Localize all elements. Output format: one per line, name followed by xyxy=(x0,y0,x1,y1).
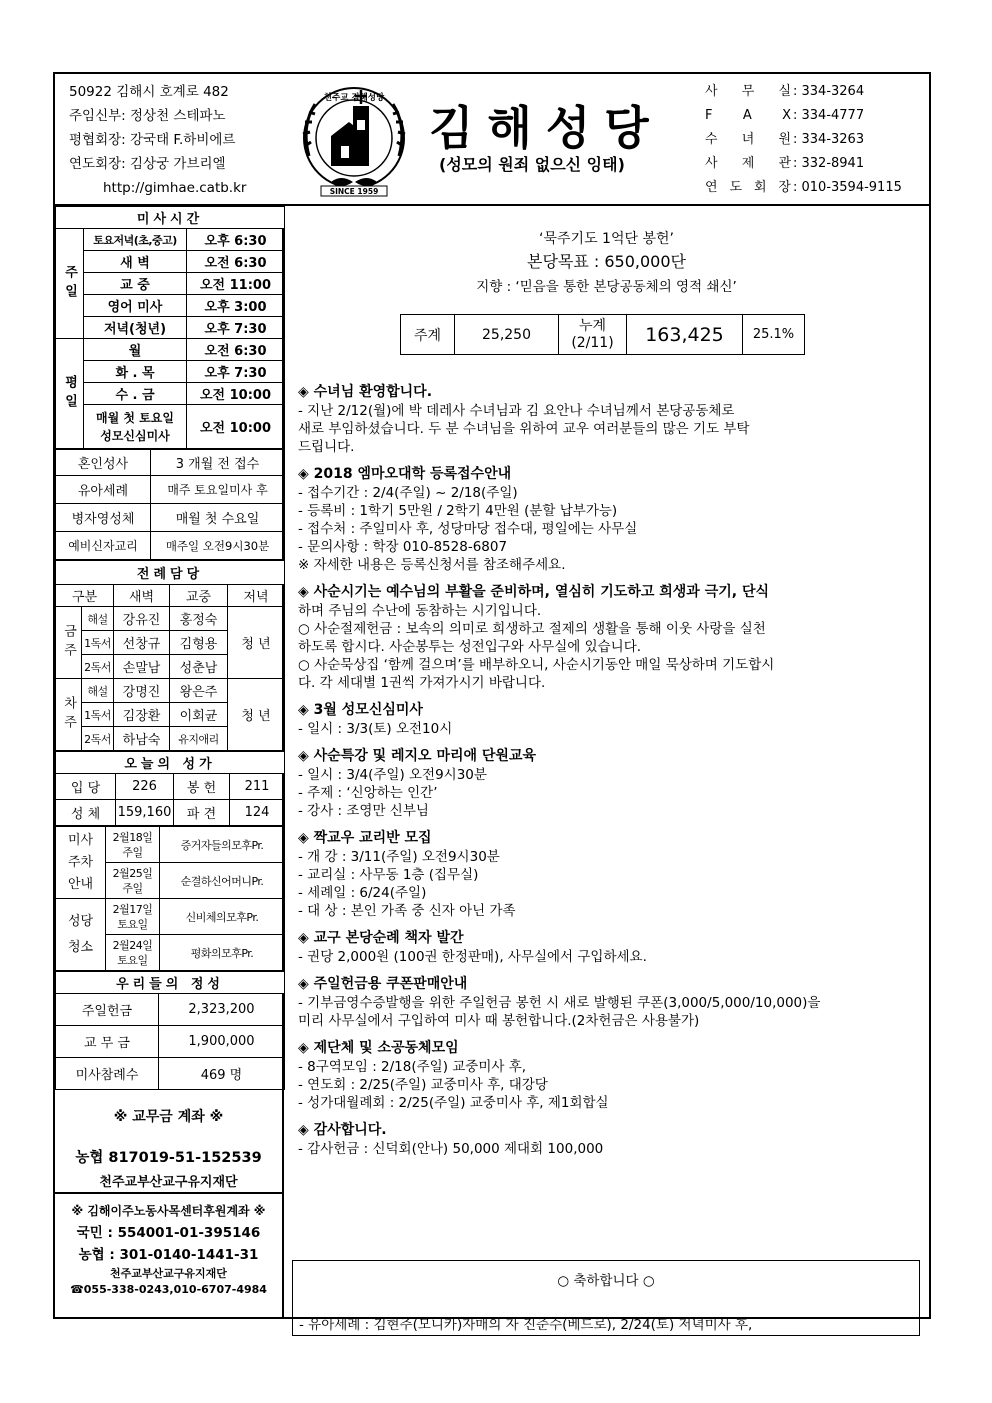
account-box xyxy=(55,1090,282,1194)
liturgy-main: 이회균 xyxy=(170,703,228,727)
liturgy-role: 1독서 xyxy=(82,631,114,655)
logo-ring-text: 천주교 김해성당 xyxy=(323,93,385,103)
sacrament-value: 3 개월 전 접수 xyxy=(151,450,285,476)
notice-line: ○ 사순묵상집 ‘함께 걸으며’를 배부하오니, 사순시기동안 매일 묵상하며 기도합시 xyxy=(298,657,775,673)
sacrament-name: 병자영성체 xyxy=(56,504,151,532)
mass-time: 오후 6:30 xyxy=(187,229,285,251)
notice-line: - 접수기간 : 2/4(주일) ~ 2/18(주일) xyxy=(298,485,518,501)
pastor: 주임신부: 정상천 스테파노 xyxy=(69,108,226,124)
mass-time: 오후 7:30 xyxy=(187,317,285,339)
rosary-goal xyxy=(284,228,929,300)
mass-name: 영어 미사 xyxy=(84,295,187,317)
sacrament-value: 매주 토요일미사 후 xyxy=(151,476,285,504)
duty-group: 순결하신어머니Pr. xyxy=(160,863,285,899)
notice-line: - 일시 : 3/4(주일) 오전9시30분 xyxy=(298,767,487,783)
mass-schedule-title: 미사시간 xyxy=(56,207,285,229)
offering-label: 교 무 금 xyxy=(56,1026,159,1058)
header-left-info xyxy=(69,80,246,200)
mass-name: 월 xyxy=(84,339,187,361)
this-week-label: 금주 xyxy=(56,607,82,679)
church-logo-icon xyxy=(291,86,417,198)
hymn-label: 성 체 xyxy=(56,800,116,826)
notice-section xyxy=(298,582,922,692)
notice-line: - 지난 2/12(월)에 박 데레사 수녀님과 김 요안나 수녀님께서 본당공동체로 xyxy=(298,403,735,419)
duty-group: 신비체의모후Pr. xyxy=(160,899,285,935)
mass-time: 오전 6:30 xyxy=(187,251,285,273)
hymn-number: 124 xyxy=(230,800,285,826)
liturgy-main: 성춘남 xyxy=(170,655,228,679)
contact-value: : 334-3263 xyxy=(793,132,865,147)
notice-section xyxy=(298,382,922,456)
notice-line: - 8구역모임 : 2/18(주일) 교중미사 후, xyxy=(298,1059,527,1075)
notice-line: - 문의사항 : 학장 010-8528-6807 xyxy=(298,539,508,555)
account-number: 농협 817019-51-152539 xyxy=(75,1150,262,1166)
sacrament-name: 혼인성사 xyxy=(56,450,151,476)
week-label: 주계 xyxy=(401,315,455,355)
liturgy-dawn: 강명진 xyxy=(114,679,170,703)
contact-row xyxy=(705,176,902,200)
notice-section xyxy=(298,828,922,920)
offering-value: 1,900,000 xyxy=(159,1026,285,1058)
liturgy-main: 왕은주 xyxy=(170,679,228,703)
contact-label: 연 도 회 장 xyxy=(705,180,791,195)
contact-label: 사 무 실 xyxy=(705,84,791,99)
duty-date: 2월18일 주일 xyxy=(106,827,160,863)
liturgy-dawn: 선창규 xyxy=(114,631,170,655)
notice-section xyxy=(298,1120,922,1158)
support-kb: 국민 : 554001-01-395146 xyxy=(76,1225,261,1241)
notice-line: - 세례일 : 6/24(주일) xyxy=(298,885,427,901)
contact-label: F A X xyxy=(705,108,791,123)
duties-table xyxy=(55,826,285,971)
notice-title: ◈ 짝교우 교리반 모집 xyxy=(298,830,432,846)
total-value: 163,425 xyxy=(627,315,743,355)
mass-name: 저녁(청년) xyxy=(84,317,187,339)
notice-title: ◈ 감사합니다. xyxy=(298,1122,387,1138)
page-title: 김해성당 xyxy=(429,101,663,155)
duty-date: 2월24일 토요일 xyxy=(106,935,160,971)
duty-group: 평화의모후Pr. xyxy=(160,935,285,971)
notice-title: ◈ 제단체 및 소공동체모임 xyxy=(298,1040,459,1056)
mass-name: 교 중 xyxy=(84,273,187,295)
hymn-number: 159,160 xyxy=(116,800,174,826)
hymns-table xyxy=(55,751,285,826)
mass-time: 오후 3:00 xyxy=(187,295,285,317)
liturgy-dawn: 강유진 xyxy=(114,607,170,631)
liturgy-col-header: 구분 xyxy=(56,585,114,607)
mass-name: 새 벽 xyxy=(84,251,187,273)
mass-time: 오후 7:30 xyxy=(187,361,285,383)
mass-time: 오전 11:00 xyxy=(187,273,285,295)
mass-name: 매월 첫 토요일 성모신심미사 xyxy=(84,405,187,449)
notice-line: - 강사 : 조영만 신부님 xyxy=(298,803,429,819)
hymn-label: 파 견 xyxy=(174,800,230,826)
sacrament-value: 매주일 오전9시30분 xyxy=(151,532,285,560)
liturgy-title: 전례담당 xyxy=(56,561,285,585)
sacraments-table xyxy=(55,449,285,560)
page-subtitle: (성모의 원죄 없으신 잉태) xyxy=(439,155,625,174)
offering-title: 우리들의 정성 xyxy=(56,972,285,994)
offering-table xyxy=(55,971,285,1090)
notice-title: ◈ 사순시기는 예수님의 부활을 준비하며, 열심히 기도하고 희생과 극기, 단식 xyxy=(298,584,769,600)
notice-line: 드립니다. xyxy=(298,439,355,455)
notice-line: - 감사헌금 : 신덕회(안나) 50,000 제대회 100,000 xyxy=(298,1141,604,1157)
contact-value: : 334-3264 xyxy=(793,84,865,99)
notice-line: 새로 부임하셨습니다. 두 분 수녀님을 위하여 교우 여러분들의 많은 기도 부탁 xyxy=(298,421,750,437)
notice-line: - 기부금영수증발행을 위한 주일헌금 봉헌 시 새로 발행된 쿠폰(3,000/5,000/10,000)을 xyxy=(298,995,821,1011)
contact-label: 수 녀 원 xyxy=(705,132,791,147)
notices-list xyxy=(298,382,922,1166)
notice-line: - 일시 : 3/3(토) 오전10시 xyxy=(298,721,453,737)
percent-value: 25.1% xyxy=(743,315,805,355)
goal-line1: ‘묵주기도 1억단 봉헌’ xyxy=(539,231,674,247)
notice-title: ◈ 주일헌금용 쿠폰판매안내 xyxy=(298,976,468,992)
support-box xyxy=(55,1194,282,1296)
liturgy-col-header: 새벽 xyxy=(114,585,170,607)
website-link[interactable]: http://gimhae.catb.kr xyxy=(103,180,247,196)
main-content xyxy=(284,206,929,1333)
liturgy-role: 1독서 xyxy=(82,703,114,727)
support-phone: ☎055-338-0243,010-6707-4984 xyxy=(70,1283,267,1296)
bulletin-frame xyxy=(53,72,931,1333)
notice-line: - 성가대월례회 : 2/25(주일) 교중미사 후, 제1회합실 xyxy=(298,1095,609,1111)
notice-line: - 교리실 : 사무동 1층 (집무실) xyxy=(298,867,479,883)
hymns-title: 오늘의 성가 xyxy=(56,752,285,774)
notice-title: ◈ 2018 엠마오대학 등록접수안내 xyxy=(298,466,512,482)
council-president: 평협회장: 강국태 F.하비에르 xyxy=(69,132,236,148)
liturgy-role: 해설 xyxy=(82,607,114,631)
contact-label: 사 제 관 xyxy=(705,156,791,171)
duty-date: 2월25일 주일 xyxy=(106,863,160,899)
support-nh: 농협 : 301-0140-1441-31 xyxy=(78,1247,259,1263)
notice-line: - 등록비 : 1학기 5만원 / 2학기 4만원 (분할 납부가능) xyxy=(298,503,618,519)
notice-line: - 연도회 : 2/25(주일) 교중미사 후, 대강당 xyxy=(298,1077,548,1093)
logo-since-text: SINCE 1959 xyxy=(329,187,379,196)
sacrament-name: 예비신자교리 xyxy=(56,532,151,560)
congratulations-title: ○ 축하합니다 ○ xyxy=(557,1273,655,1289)
notice-line: 다. 각 세대별 1권씩 가져가시기 바랍니다. xyxy=(298,675,546,691)
support-title: ※ 김해이주노동사목센터후원계좌 ※ xyxy=(71,1204,266,1218)
liturgy-table xyxy=(55,560,285,751)
next-week-label: 차주 xyxy=(56,679,82,751)
notice-section xyxy=(298,464,922,574)
liturgy-evening: 청 년 xyxy=(228,607,285,679)
week-value: 25,250 xyxy=(455,315,559,355)
contact-row xyxy=(705,104,902,128)
hymn-label: 입 당 xyxy=(56,774,116,800)
liturgy-main: 유지애리 xyxy=(170,727,228,751)
notice-line: 하도록 합시다. 사순봉투는 성전입구와 사무실에 있습니다. xyxy=(298,639,642,655)
contact-row xyxy=(705,152,902,176)
duty-date: 2월17일 토요일 xyxy=(106,899,160,935)
notice-line: - 권당 2,000원 (100권 한정판매), 사무실에서 구입하세요. xyxy=(298,949,647,965)
contact-list xyxy=(705,80,902,200)
notice-title: ◈ 3월 성모신심미사 xyxy=(298,702,423,718)
support-holder: 천주교부산교구유지재단 xyxy=(110,1267,227,1280)
yeondo-president: 연도회장: 김상궁 가브리엘 xyxy=(69,156,226,172)
parking-label: 미사 주차 안내 xyxy=(56,827,106,899)
notice-section xyxy=(298,700,922,738)
header xyxy=(55,74,929,206)
hymn-number: 211 xyxy=(230,774,285,800)
mass-schedule-table xyxy=(55,206,285,449)
liturgy-dawn: 하남숙 xyxy=(114,727,170,751)
mass-name: 토요저녁(초,중고) xyxy=(84,229,187,251)
account-holder: 천주교부산교구유지재단 xyxy=(99,1175,238,1190)
mass-time: 오전 10:00 xyxy=(187,405,285,449)
hymn-label: 봉 헌 xyxy=(174,774,230,800)
cleaning-label: 성당 청소 xyxy=(56,899,106,971)
mass-name: 수 . 금 xyxy=(84,383,187,405)
left-sidebar xyxy=(55,206,284,1317)
congratulations-line: - 유아세례 : 김현주(모니카)자매의 자 진준수(베드로), 2/24(토) 저녁미사 후, xyxy=(299,1317,753,1333)
contact-row xyxy=(705,80,902,104)
duty-group: 증거자들의모후Pr. xyxy=(160,827,285,863)
notice-section xyxy=(298,746,922,820)
address: 50922 김해시 호계로 482 xyxy=(69,84,229,100)
contact-value: : 332-8941 xyxy=(793,156,865,171)
mass-time: 오전 6:30 xyxy=(187,339,285,361)
account-title: ※ 교무금 계좌 ※ xyxy=(113,1109,224,1125)
mass-time: 오전 10:00 xyxy=(187,383,285,405)
sunday-label: 주일 xyxy=(56,229,84,339)
sacrament-name: 유아세례 xyxy=(56,476,151,504)
sacrament-value: 매월 첫 수요일 xyxy=(151,504,285,532)
liturgy-col-header: 저녁 xyxy=(228,585,285,607)
notice-line: 하며 주님의 수난에 동참하는 시기입니다. xyxy=(298,603,542,619)
goal-line2: 본당목표 : 650,000단 xyxy=(526,252,686,271)
notice-line: - 주제 : ‘신앙하는 인간’ xyxy=(298,785,438,801)
notice-line: - 대 상 : 본인 가족 중 신자 아닌 가족 xyxy=(298,903,516,919)
liturgy-evening: 청 년 xyxy=(228,679,285,751)
offering-value: 469 명 xyxy=(159,1058,285,1090)
liturgy-main: 김형용 xyxy=(170,631,228,655)
weekday-label: 평일 xyxy=(56,339,84,449)
notice-line: ○ 사순절제헌금 : 보속의 의미로 희생하고 절제의 생활을 통해 이웃 사랑을 실천 xyxy=(298,621,766,637)
liturgy-dawn: 김장환 xyxy=(114,703,170,727)
liturgy-role: 2독서 xyxy=(82,727,114,751)
notice-title: ◈ 교구 본당순례 책자 발간 xyxy=(298,930,464,946)
total-label: 누계 (2/11) xyxy=(559,315,627,355)
liturgy-dawn: 손말남 xyxy=(114,655,170,679)
offering-label: 주일헌금 xyxy=(56,994,159,1026)
offering-value: 2,323,200 xyxy=(159,994,285,1026)
contact-value: : 010-3594-9115 xyxy=(793,180,902,195)
notice-line: - 개 강 : 3/11(주일) 오전9시30분 xyxy=(298,849,500,865)
notice-title: ◈ 수녀님 환영합니다. xyxy=(298,384,433,400)
congratulations-box xyxy=(292,1260,920,1336)
contact-value: : 334-4777 xyxy=(793,108,865,123)
liturgy-role: 해설 xyxy=(82,679,114,703)
rosary-stats-table xyxy=(400,314,805,355)
offering-label: 미사참례수 xyxy=(56,1058,159,1090)
hymn-number: 226 xyxy=(116,774,174,800)
goal-line3: 지향 : ‘믿음을 통한 본당공동체의 영적 쇄신’ xyxy=(476,279,737,295)
mass-name: 화 . 목 xyxy=(84,361,187,383)
notice-line: 미리 사무실에서 구입하여 미사 때 봉헌합니다.(2차헌금은 사용불가) xyxy=(298,1013,700,1029)
notice-section xyxy=(298,1038,922,1112)
liturgy-col-header: 교중 xyxy=(170,585,228,607)
liturgy-main: 홍정숙 xyxy=(170,607,228,631)
notice-title: ◈ 사순특강 및 레지오 마리애 단원교육 xyxy=(298,748,536,764)
liturgy-role: 2독서 xyxy=(82,655,114,679)
notice-line: ※ 자세한 내용은 등록신청서를 참조해주세요. xyxy=(298,557,566,573)
notice-line: - 접수처 : 주일미사 후, 성당마당 접수대, 평일에는 사무실 xyxy=(298,521,638,537)
contact-row xyxy=(705,128,902,152)
notice-section xyxy=(298,974,922,1030)
notice-section xyxy=(298,928,922,966)
